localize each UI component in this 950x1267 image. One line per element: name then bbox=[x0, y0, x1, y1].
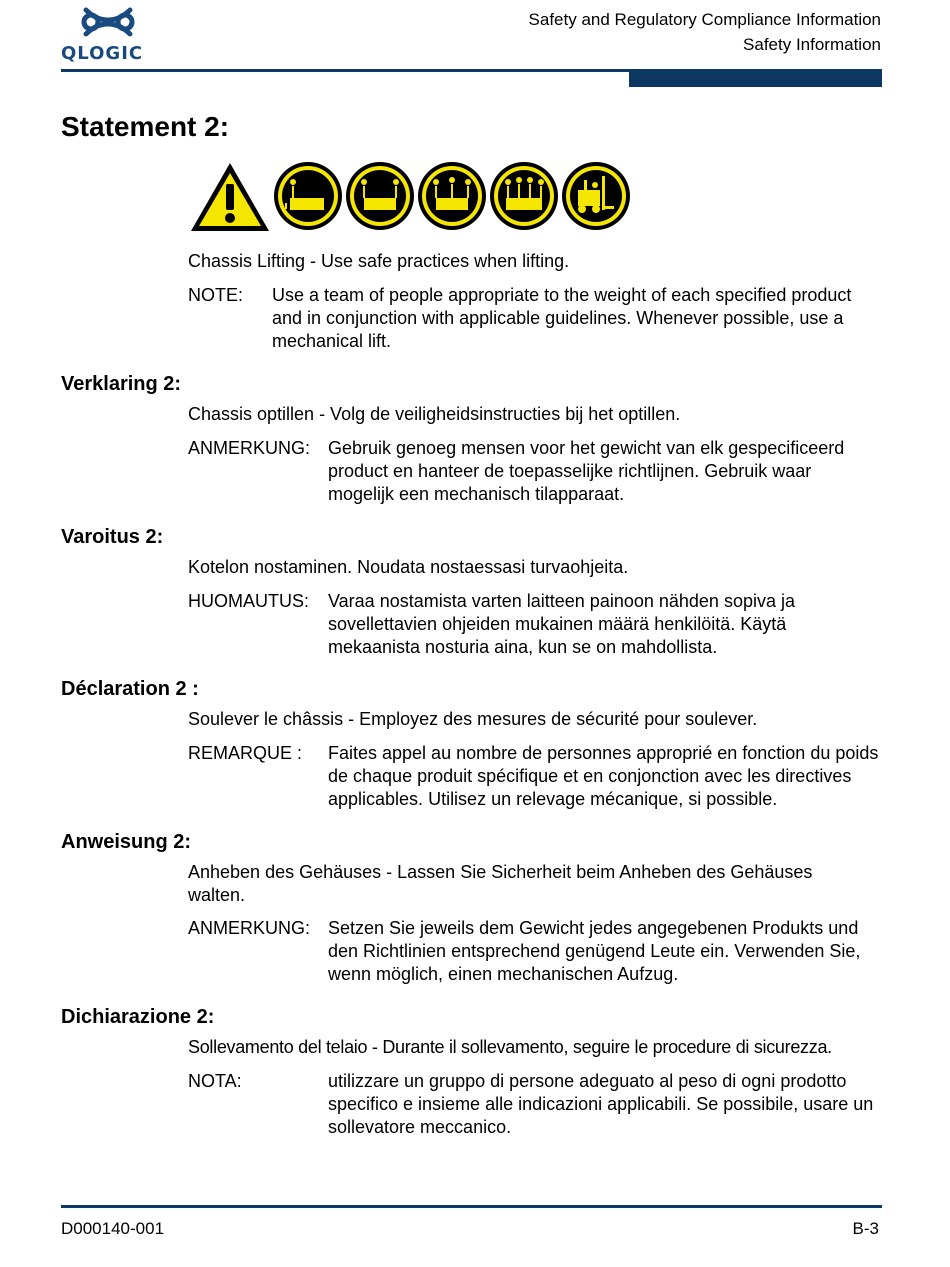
note-label-dutch: ANMERKUNG: bbox=[188, 438, 311, 458]
note-text-german: Setzen Sie jeweils dem Gewicht jedes angegebenen Produkts und den Richtlinien entsprechend genügend Leute ein. Verwenden Sie, wenn möglich, einen mechanischen Aufzug. bbox=[328, 918, 861, 984]
section-heading-french: Déclaration 2 : bbox=[61, 678, 199, 700]
section-heading-dutch: Verklaring 2: bbox=[61, 373, 182, 395]
section-heading-finnish: Varoitus 2: bbox=[61, 526, 164, 548]
statement-text: Chassis Lifting - Use safe practices when lifting. bbox=[188, 251, 570, 271]
document-number: D000140-001 bbox=[61, 1219, 165, 1238]
page-number: B-3 bbox=[852, 1219, 879, 1238]
two-person-lift-icon bbox=[346, 162, 414, 230]
forklift-icon bbox=[562, 162, 630, 230]
header-rule-block bbox=[629, 69, 882, 87]
section-heading-german: Anweisung 2: bbox=[61, 831, 192, 853]
header-title: Safety and Regulatory Compliance Information bbox=[528, 10, 881, 29]
four-person-lift-icon bbox=[490, 162, 558, 230]
note-label-german: ANMERKUNG: bbox=[188, 918, 311, 938]
note-label-italian: NOTA: bbox=[188, 1071, 242, 1091]
hazard-icons bbox=[188, 160, 638, 234]
three-person-lift-icon bbox=[418, 162, 486, 230]
section-text-finnish: Kotelon nostaminen. Noudata nostaessasi turvaohjeita. bbox=[188, 557, 629, 577]
note-label-finnish: HUOMAUTUS: bbox=[188, 591, 309, 611]
logo-wordmark: QLOGIC bbox=[61, 43, 144, 64]
section-text-dutch: Chassis optillen - Volg de veiligheidsinstructies bij het optillen. bbox=[188, 404, 681, 424]
note-label: NOTE: bbox=[188, 285, 244, 305]
section-heading-italian: Dichiarazione 2: bbox=[61, 1006, 215, 1028]
qlogic-logo bbox=[60, 6, 152, 62]
qlogic-emblem-icon bbox=[60, 6, 152, 42]
note-text-finnish: Varaa nostamista varten laitteen painoon nähden sopiva ja sovellettavien ohjeiden mukainen määrä henkilöitä. Käytä mekaanista nosturia aina, kun se on mahdollista. bbox=[328, 591, 795, 657]
section-text-french: Soulever le châssis - Employez des mesures de sécurité pour soulever. bbox=[188, 709, 758, 729]
note-text: Use a team of people appropriate to the weight of each specified product and in conjunction with applicable guidelines. Whenever possible, use a mechanical lift. bbox=[272, 285, 852, 351]
section-text-german: Anheben des Gehäuses - Lassen Sie Sicherheit beim Anheben des Gehäuses walten. bbox=[188, 862, 813, 905]
one-person-lift-icon bbox=[274, 162, 342, 230]
footer-rule bbox=[61, 1205, 882, 1208]
note-label-french: REMARQUE : bbox=[188, 743, 303, 763]
statement-heading: Statement 2: bbox=[61, 111, 230, 142]
section-text-italian: Sollevamento del telaio - Durante il sollevamento, seguire le procedure di sicurezza. bbox=[188, 1037, 832, 1057]
note-text-italian: utilizzare un gruppo di persone adeguato al peso di ogni prodotto specifico e insieme alle indicazioni applicabili. Se possibile, usare un sollevatore meccanico. bbox=[328, 1071, 874, 1137]
note-text-french: Faites appel au nombre de personnes approprié en fonction du poids de chaque produit spécifique et en conjonction avec les directives applicables. Utilisez un relevage mécanique, si possible. bbox=[328, 743, 879, 809]
header-subtitle: Safety Information bbox=[743, 35, 881, 54]
note-text-dutch: Gebruik genoeg mensen voor het gewicht van elk gespecificeerd product en hanteer de toepasselijke richtlijnen. Gebruik waar mogelijk een mechanisch tilapparaat. bbox=[328, 438, 845, 504]
warning-triangle-icon bbox=[191, 163, 269, 231]
